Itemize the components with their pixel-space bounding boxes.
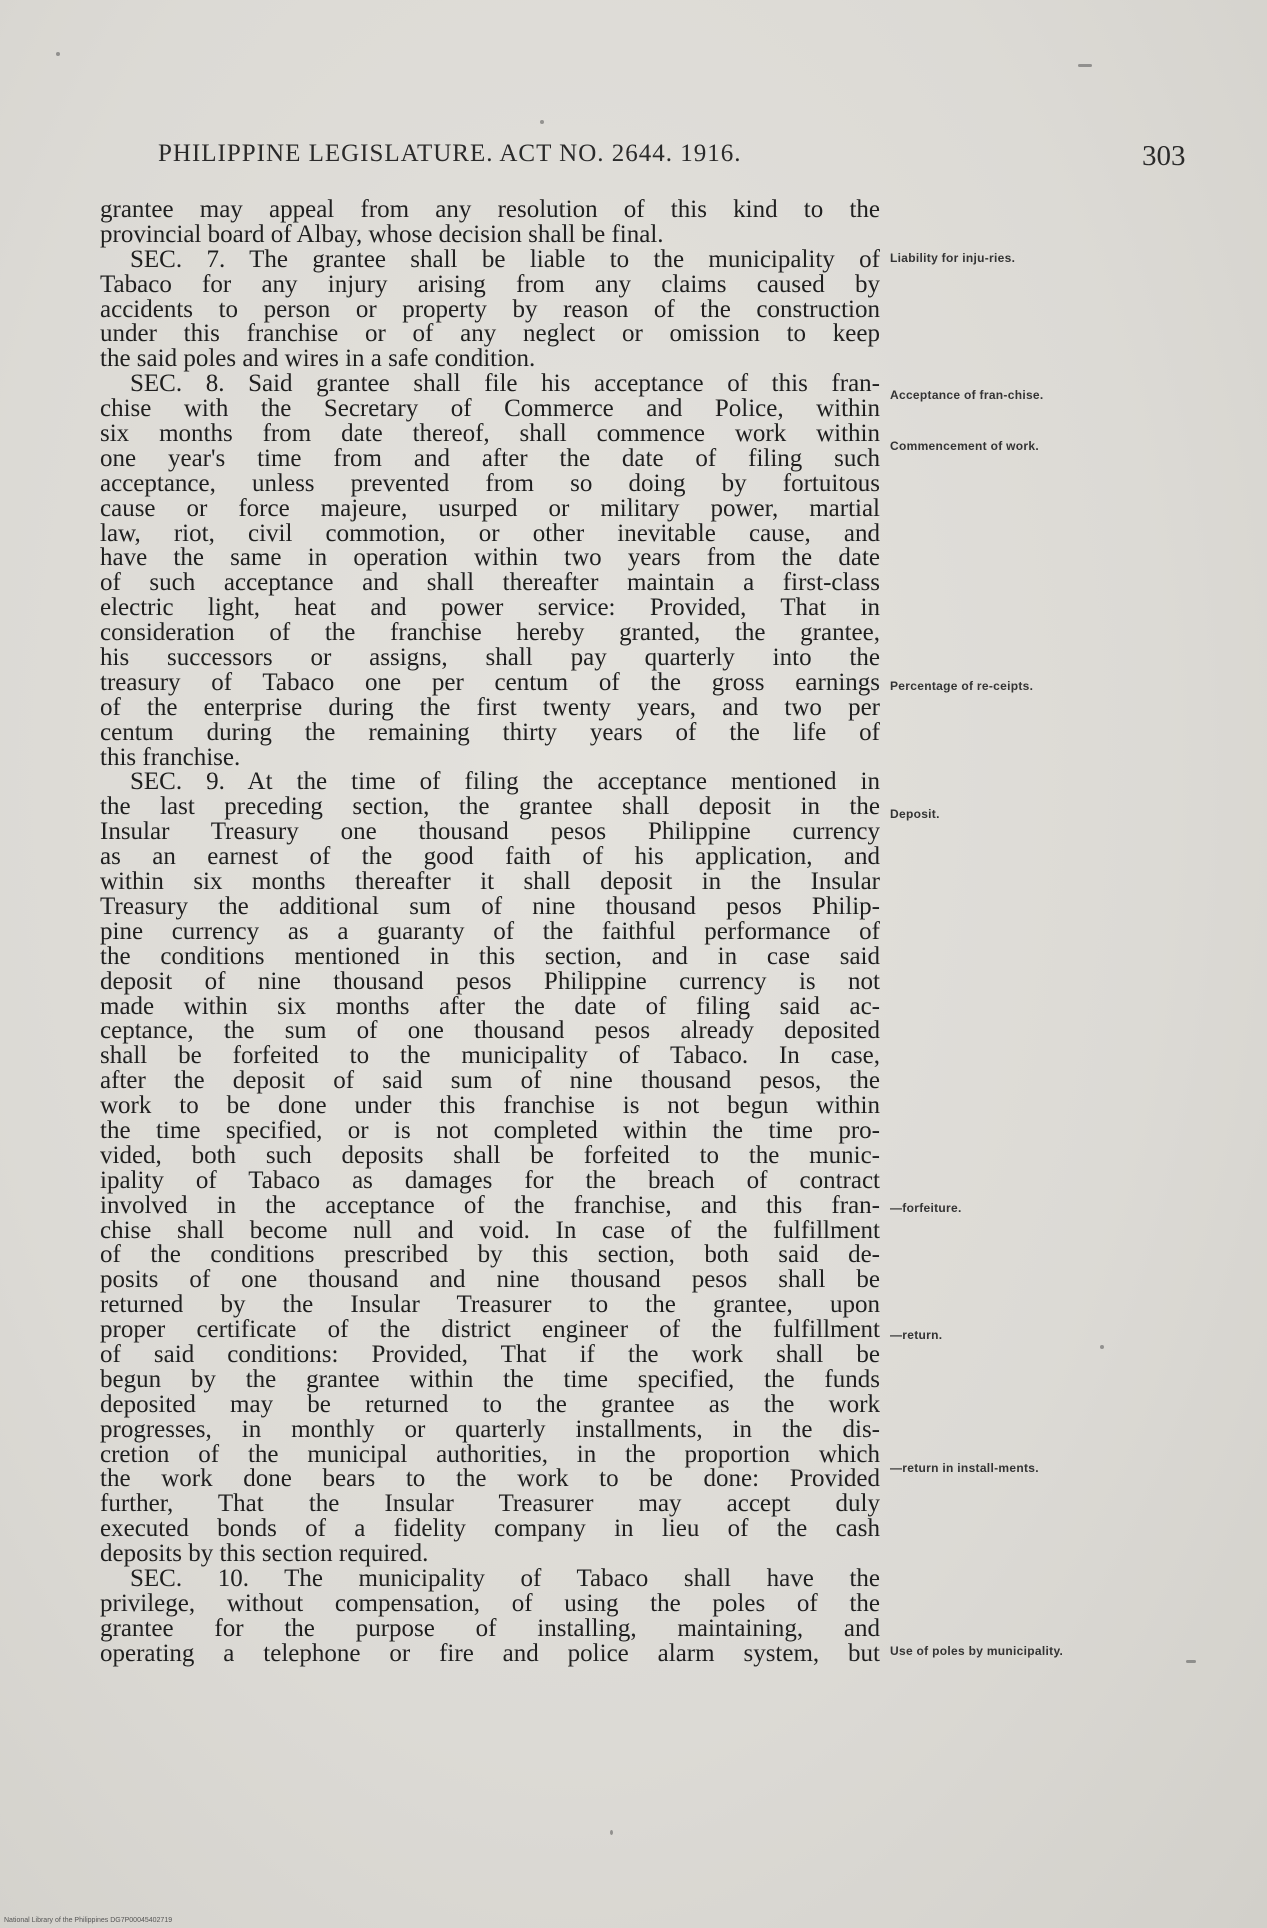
body-text xyxy=(100,198,880,1667)
scan-speck xyxy=(540,120,544,124)
text-line: shall be forfeited to the municipality of Tabaco. In case, xyxy=(100,1042,880,1070)
text-line: posits of one thousand and nine thousand pesos shall be xyxy=(100,1266,880,1294)
scan-speck xyxy=(56,52,60,56)
text-line: pine currency as a guaranty of the faithful performance of xyxy=(100,917,880,945)
text-line: of the enterprise during the first twenty years, and two per xyxy=(100,693,880,721)
text-line: executed bonds of a fidelity company in lieu of the cash xyxy=(100,1515,880,1543)
text-line: acceptance, unless prevented from so doing by fortuitous xyxy=(100,469,880,497)
margin-note-deposit: Deposit. xyxy=(890,807,940,821)
text-line: SEC. 7. The grantee shall be liable to the municipality of xyxy=(130,245,880,273)
text-line: chise shall become null and void. In case of the fulfillment xyxy=(100,1216,880,1244)
text-line: deposited may be returned to the grantee as the work xyxy=(100,1390,880,1418)
text-line: treasury of Tabaco one per centum of the gross earnings xyxy=(100,668,880,696)
margin-note-return-installments: —return in install-ments. xyxy=(890,1461,1039,1475)
text-line: operating a telephone or fire and police alarm system, but xyxy=(100,1639,880,1667)
text-line: of the conditions prescribed by this section, both said de- xyxy=(100,1241,880,1269)
text-line: accidents to person or property by reason of the construction xyxy=(100,295,880,323)
text-line: cretion of the municipal authorities, in the proportion which xyxy=(100,1440,880,1468)
text-line: law, riot, civil commotion, or other inevitable cause, and xyxy=(100,519,880,547)
page-number: 303 xyxy=(1142,140,1186,172)
text-line: six months from date thereof, shall commence work within xyxy=(100,420,880,448)
text-line: have the same in operation within two years from the date xyxy=(100,544,880,572)
text-line: SEC. 9. At the time of filing the acceptance mentioned in xyxy=(130,768,880,796)
text-line: as an earnest of the good faith of his application, and xyxy=(100,843,880,871)
text-line: his successors or assigns, shall pay quarterly into the xyxy=(100,644,880,672)
text-line: provincial board of Albay, whose decision shall be final. xyxy=(100,220,664,248)
text-line: centum during the remaining thirty years of the life of xyxy=(100,718,880,746)
margin-note-return: —return. xyxy=(890,1328,943,1342)
text-line: involved in the acceptance of the franchise, and this fran- xyxy=(100,1191,880,1219)
text-line: begun by the grantee within the time specified, the funds xyxy=(100,1365,880,1393)
text-line: the conditions mentioned in this section, and in case said xyxy=(100,942,880,970)
scan-footer-mark: National Library of the Philippines DG7P00045402719 xyxy=(4,1917,173,1924)
scan-speck xyxy=(1078,64,1092,67)
margin-note-percentage: Percentage of re-ceipts. xyxy=(890,679,1034,693)
text-line: Treasury the additional sum of nine thousand pesos Philip- xyxy=(100,892,880,920)
text-line: grantee for the purpose of installing, maintaining, and xyxy=(100,1614,880,1642)
text-line: this franchise. xyxy=(100,743,241,771)
text-line: ipality of Tabaco as damages for the breach of contract xyxy=(100,1166,880,1194)
text-line: of said conditions: Provided, That if the work shall be xyxy=(100,1340,880,1368)
scan-speck xyxy=(1186,1660,1196,1663)
text-line: electric light, heat and power service: Provided, That in xyxy=(100,594,880,622)
text-line: work to be done under this franchise is not begun within xyxy=(100,1092,880,1120)
text-line: cause or force majeure, usurped or military power, martial xyxy=(100,494,880,522)
text-line: of such acceptance and shall thereafter maintain a first-class xyxy=(100,569,880,597)
text-line: ceptance, the sum of one thousand pesos already deposited xyxy=(100,1017,880,1045)
margin-note-forfeiture: —forfeiture. xyxy=(890,1201,962,1215)
text-line: deposit of nine thousand pesos Philippine currency is not xyxy=(100,967,880,995)
text-line: the said poles and wires in a safe condition. xyxy=(100,345,536,373)
running-head: PHILIPPINE LEGISLATURE. ACT NO. 2644. 1916. xyxy=(158,140,742,167)
margin-note-commencement: Commencement of work. xyxy=(890,439,1039,453)
text-line: made within six months after the date of filing said ac- xyxy=(100,992,880,1020)
text-line: consideration of the franchise hereby granted, the grantee, xyxy=(100,619,880,647)
margin-note-liability: Liability for inju-ries. xyxy=(890,251,1016,265)
text-line: Insular Treasury one thousand pesos Philippine currency xyxy=(100,818,880,846)
text-line: the work done bears to the work to be done: Provided xyxy=(100,1465,880,1493)
text-line: under this franchise or of any neglect or omission to keep xyxy=(100,320,880,348)
text-line: the last preceding section, the grantee shall deposit in the xyxy=(100,793,880,821)
text-line: Tabaco for any injury arising from any claims caused by xyxy=(100,270,880,298)
text-line: grantee may appeal from any resolution of this kind to the xyxy=(100,196,880,223)
text-line: deposits by this section required. xyxy=(100,1540,429,1568)
text-line: chise with the Secretary of Commerce and Police, within xyxy=(100,395,880,423)
scan-speck xyxy=(610,1830,613,1835)
text-line: privilege, without compensation, of using the poles of the xyxy=(100,1589,880,1617)
text-line: the time specified, or is not completed within the time pro- xyxy=(100,1116,880,1144)
text-line: SEC. 10. The municipality of Tabaco shall have the xyxy=(130,1564,880,1592)
text-line: one year's time from and after the date of filing such xyxy=(100,444,880,472)
text-line: SEC. 8. Said grantee shall file his acceptance of this fran- xyxy=(130,370,880,398)
scan-speck xyxy=(1100,1345,1104,1349)
text-line: within six months thereafter it shall deposit in the Insular xyxy=(100,868,880,896)
text-line: proper certificate of the district engineer of the fulfillment xyxy=(100,1316,880,1344)
margin-note-acceptance: Acceptance of fran-chise. xyxy=(890,388,1044,402)
text-line: vided, both such deposits shall be forfeited to the munic- xyxy=(100,1141,880,1169)
text-line: progresses, in monthly or quarterly installments, in the dis- xyxy=(100,1415,880,1443)
text-line: after the deposit of said sum of nine thousand pesos, the xyxy=(100,1067,880,1095)
margin-note-use-of-poles: Use of poles by municipality. xyxy=(890,1644,1064,1658)
text-line: returned by the Insular Treasurer to the grantee, upon xyxy=(100,1291,880,1319)
text-line: further, That the Insular Treasurer may accept duly xyxy=(100,1490,880,1518)
